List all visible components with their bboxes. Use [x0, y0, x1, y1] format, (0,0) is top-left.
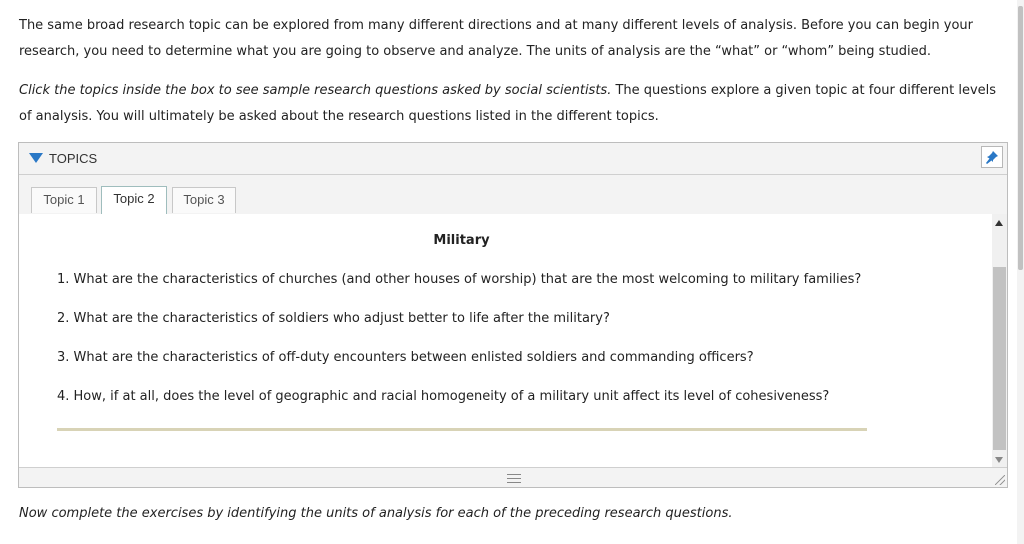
outro-text: Now complete the exercises by identifying the units of analysis for each of the preceding research questions. [19, 506, 733, 521]
page-scroll-thumb[interactable] [1018, 6, 1023, 270]
pin-icon [985, 150, 999, 164]
panel-title[interactable]: TOPICS [49, 151, 98, 166]
question-1: 1. What are the characteristics of churches (and other houses of worship) that are the most welcoming to military families? [57, 272, 862, 287]
question-2: 2. What are the characteristics of soldiers who adjust better to life after the military? [57, 311, 610, 326]
content-scrollbar[interactable] [992, 214, 1007, 469]
scroll-thumb[interactable] [993, 267, 1006, 450]
instruction-paragraph [19, 78, 1004, 130]
intro-paragraph: The same broad research topic can be explored from many different directions and at many different levels of analysis. Before you can begin your research, you need to determine what you are going to observe and analyze. The units of analysis are the “what” or “whom” being studied. [19, 18, 973, 59]
content-title: Military [433, 233, 490, 248]
question-3: 3. What are the characteristics of off-duty encounters between enlisted soldiers and commanding officers? [57, 350, 754, 365]
page-scrollbar[interactable] [1017, 0, 1024, 544]
instruction-rest: The questions explore a given topic at four different levels of analysis. You will ultimately be asked about the research questions listed in the different topics. [19, 83, 997, 124]
tabs-bar [19, 175, 1007, 215]
topics-panel [18, 142, 1008, 488]
tab-topic-1[interactable]: Topic 1 [31, 187, 97, 213]
drag-grip-icon[interactable] [507, 474, 521, 483]
question-4: 4. How, if at all, does the level of geographic and racial homogeneity of a military unit affect its level of cohesiveness? [57, 389, 830, 404]
panel-footer [19, 467, 1007, 487]
tab-content [19, 214, 994, 469]
resize-handle-icon[interactable] [995, 475, 1005, 485]
tab-topic-2[interactable]: Topic 2 [101, 186, 167, 214]
tab-topic-3[interactable]: Topic 3 [172, 187, 236, 213]
scroll-up-icon[interactable] [995, 220, 1003, 226]
divider-rule [57, 428, 867, 431]
panel-header[interactable] [19, 143, 1007, 175]
pin-button[interactable] [981, 146, 1003, 168]
triangle-down-icon[interactable] [29, 153, 43, 163]
scroll-down-icon[interactable] [995, 457, 1003, 463]
instruction-italic: Click the topics inside the box to see sample research questions asked by social scientists. [19, 83, 612, 98]
